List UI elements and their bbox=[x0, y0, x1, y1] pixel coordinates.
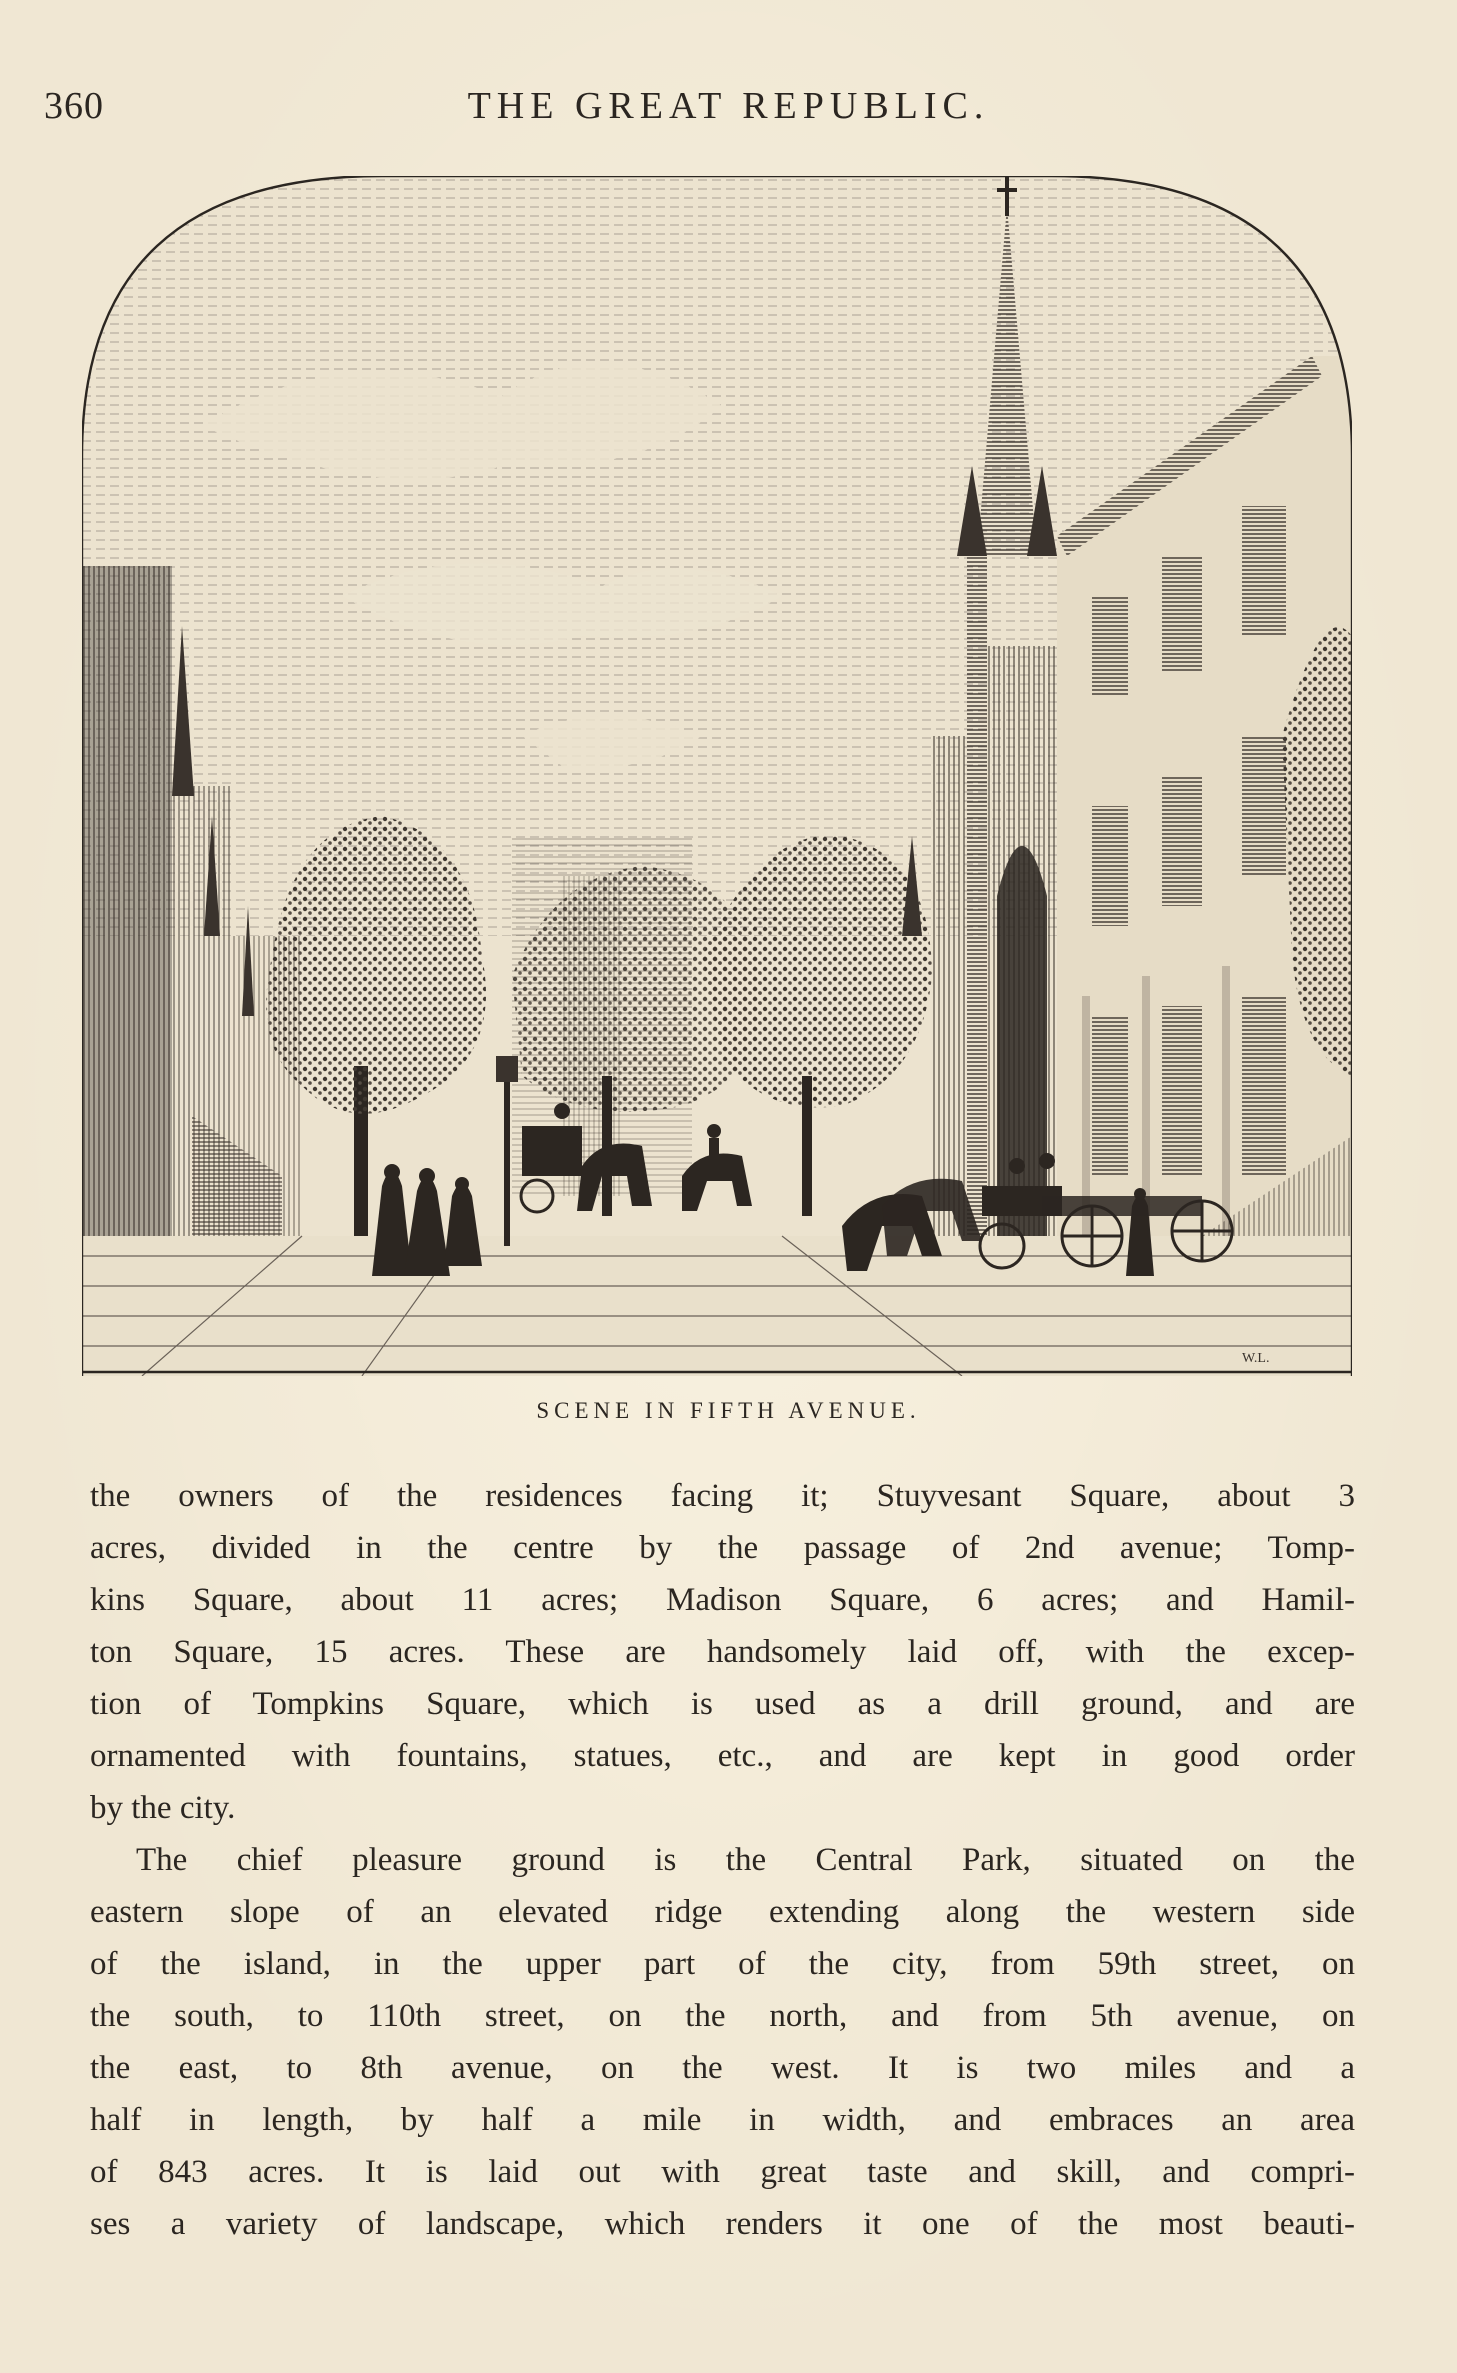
engraver-mark: W.L. bbox=[1242, 1351, 1270, 1366]
illustration-caption: SCENE IN FIFTH AVENUE. bbox=[536, 1398, 921, 1423]
text-line: eastern slope of an elevated ridge extending along the western side bbox=[90, 1894, 1355, 1930]
body-text bbox=[90, 1470, 1355, 2250]
page-number: 360 bbox=[44, 85, 104, 127]
text-line: the east, to 8th avenue, on the west. It is two miles and a bbox=[90, 2050, 1355, 2086]
running-head bbox=[0, 84, 1457, 134]
engraving-illustration bbox=[82, 176, 1352, 1376]
text-line: of 843 acres. It is laid out with great taste and skill, and compri- bbox=[90, 2154, 1355, 2190]
fifth-avenue-engraving bbox=[82, 176, 1352, 1376]
text-line: kins Square, about 11 acres; Madison Square, 6 acres; and Hamil- bbox=[90, 1582, 1355, 1618]
running-title: THE GREAT REPUBLIC. bbox=[467, 85, 990, 127]
text-line: ses a variety of landscape, which renders it one of the most beauti- bbox=[90, 2206, 1355, 2242]
text-line: acres, divided in the centre by the passage of 2nd avenue; Tomp- bbox=[90, 1530, 1355, 1566]
text-line: tion of Tompkins Square, which is used as a drill ground, and are bbox=[90, 1686, 1355, 1722]
text-line: half in length, by half a mile in width, and embraces an area bbox=[90, 2102, 1355, 2138]
text-line: ton Square, 15 acres. These are handsomely laid off, with the excep- bbox=[90, 1634, 1355, 1670]
text-line: by the city. bbox=[90, 1790, 236, 1826]
text-line: The chief pleasure ground is the Central Park, situated on the bbox=[136, 1842, 1355, 1878]
text-line: of the island, in the upper part of the city, from 59th street, on bbox=[90, 1946, 1355, 1982]
text-line: ornamented with fountains, statues, etc., and are kept in good order bbox=[90, 1738, 1355, 1774]
text-line: the owners of the residences facing it; Stuyvesant Square, about 3 bbox=[90, 1478, 1355, 1514]
text-line: the south, to 110th street, on the north, and from 5th avenue, on bbox=[90, 1998, 1355, 2034]
